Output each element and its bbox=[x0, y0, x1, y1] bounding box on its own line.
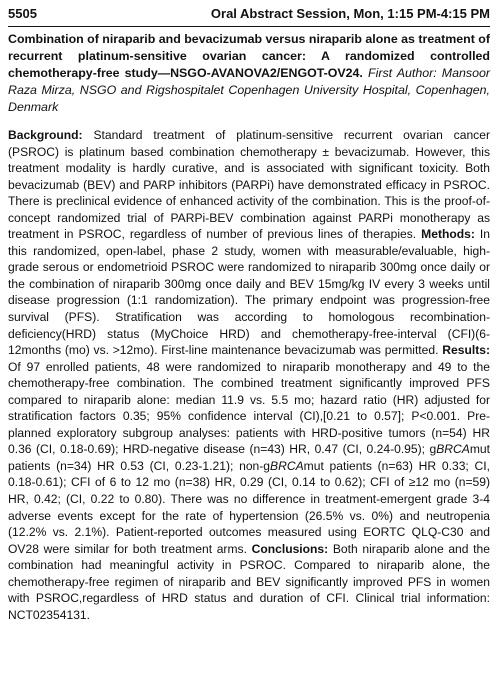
brca-gene-2: BRCA bbox=[270, 458, 304, 473]
results-label: Results: bbox=[442, 343, 490, 358]
abstract-number: 5505 bbox=[8, 6, 37, 21]
header-rule bbox=[8, 26, 490, 27]
abstract-body bbox=[8, 127, 490, 623]
background-text: Standard treatment of platinum-sensitive recurrent ovarian cancer (PSROC) is platinum based combination chemotherapy ± bevacizumab. However, this treatment modality is hardly curative, and is associated with significant toxicity. Both bevacizumab (BEV) and PARP inhibitors (PARPi) have demonstrated efficacy in PSROC. There is preclinical evidence of enhanced activity of the combination. This is the proof-of-concept randomized trial of PARPi-BEV combination against PARPi monotherapy as treatment in PSROC, regardless of number of previous lines of therapies. bbox=[8, 128, 490, 242]
results-text-part2: mut patients (n=34) HR 0.53 (CI, 0.23-1.21); non-g bbox=[8, 442, 490, 473]
abstract-title-block bbox=[8, 31, 490, 116]
methods-label: Methods: bbox=[421, 227, 475, 242]
conclusions-text: Both niraparib alone and the combination had meaningful activity in PSROC. Compared to niraparib alone, the chemotherapy-free regimen of niraparib and BEV significantly improved PFS in women with PSROC,regardless of HRD status and duration of CFI. Clinical trial information: NCT02354131. bbox=[8, 541, 490, 622]
author-line: First Author: Mansoor Raza Mirza, NSGO and Rigshospitalet Copenhagen University Hospital, Copenhagen, Denmark bbox=[8, 66, 491, 114]
session-info: Oral Abstract Session, Mon, 1:15 PM-4:15 PM bbox=[210, 6, 490, 21]
results-text-part3: mut patients (n=63) HR 0.33; CI, 0.18-0.61); CFI of 6 to 12 mo (n=38) HR, 0.29 (CI, 0.14 to 0.62); CFI of ≥12 mo (n=59) HR, 0.42; (CI, 0.22 to 0.80). There was no difference in treatment-emergent grade 3-4 adverse events except for the rate of hypertension (26.5% vs. 0%) and neutropenia (12.2% vs. 2.1%). Patient-reported outcomes measured using EORTC QLQ-C30 and OV28 were similar for both treatment arms. bbox=[8, 458, 490, 556]
abstract-page bbox=[8, 6, 490, 623]
conclusions-label: Conclusions: bbox=[251, 541, 329, 556]
background-label: Background: bbox=[8, 128, 83, 142]
brca-gene-1: BRCA bbox=[436, 442, 470, 457]
results-text-part1: Of 97 enrolled patients, 48 were randomized to niraparib monotherapy and 49 to the chemotherapy-free combination. The combined treatment significantly improved PFS compared to niraparib alone: median 11.9 vs. 5.5 mo; hazard ratio (HR) adjusted for stratification factors 0.35; 95% confidence interval (CI),[0.21 to 0.57]; P<0.001. Pre-planned exploratory subgroup analyses: patients with HRD-positive tumors (n=54) HR 0.36 (CI, 0.18-0.69); HRD-negative disease (n=43) HR, 0.47 (CI, 0.24-0.95); g bbox=[8, 359, 490, 457]
abstract-title: Combination of niraparib and bevacizumab versus niraparib alone as treatment of recurrent platinum-sensitive ovarian cancer: A randomized controlled chemotherapy-free study—NSGO-AVANOVA2/ENGOT-OV24. bbox=[8, 32, 490, 80]
methods-text: In this randomized, open-label, phase 2 study, women with measurable/evaluable, high-grade serous or endometrioid PSROC were randomized to niraparib 300mg once daily or the combination of niraparib 300mg once daily and BEV 15mg/kg IV every 3 weeks until disease progression (1:1 randomization). The primary endpoint was progression-free survival (PFS). Stratification was according to homologous recombination-deficiency(HRD) status (MyChoice HRD) and chemotherapy-free-interval (CFI)(6-12months (mo) vs. >12mo). First-line maintenance bevacizumab was permitted. bbox=[8, 227, 490, 358]
page-header bbox=[8, 6, 490, 22]
